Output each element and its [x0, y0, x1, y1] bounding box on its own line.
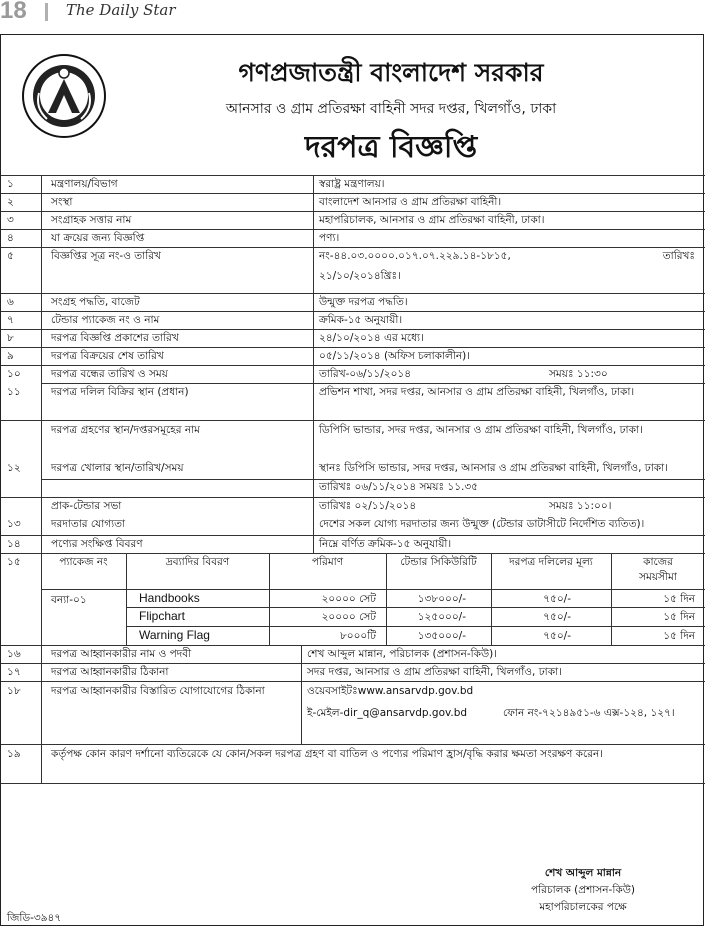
- row-number: ১২: [7, 462, 21, 474]
- row-value: তারিখ-০৬/১১/২০১৪: [319, 368, 412, 380]
- row-value: পণ্য।: [319, 232, 340, 244]
- col-header-timeframe: কাজের সময়সীমা: [639, 556, 677, 583]
- row-number: ২: [7, 196, 14, 208]
- row-number: ১৬: [7, 648, 21, 660]
- row-number: ১৫: [7, 556, 21, 568]
- row-label: সংগ্রাহক সত্তার নাম: [51, 214, 132, 226]
- row-label: প্রাক-টেন্ডার সভা: [51, 500, 122, 512]
- notice-title: দরপত্র বিজ্ঞপ্তি: [304, 130, 478, 165]
- row-value: ডিপিসি ভান্ডার, সদর দপ্তর, আনসার ও গ্রাম প্রতিরক্ষা বাহিনী, খিলগাঁও, ঢাকা।: [319, 424, 643, 436]
- row-value: শেখ আব্দুল মান্নান, পরিচালক (প্রশাসন-কিউ)।: [307, 648, 498, 660]
- row-value: প্রভিশন শাখা, সদর দপ্তর, আনসার ও গ্রাম প্রতিরক্ষা বাহিনী, খিলগাঁও, ঢাকা।: [319, 386, 635, 398]
- row-value: ০৫/১১/২০১৪ (অফিস চলাকালীন)।: [319, 350, 470, 362]
- col-header-doc-price: দরপত্র দলিলের মূল্য: [509, 556, 593, 568]
- item-quantity: ৮০০০টি: [339, 630, 376, 642]
- tender-notice-ad: [0, 34, 704, 926]
- row-value-date: ২১/১০/২০১৪খ্রিঃ।: [319, 270, 401, 282]
- signatory-title: পরিচালক (প্রশাসন-কিউ): [531, 884, 635, 896]
- row-value: তারিখঃ ০২/১১/২০১৪: [319, 500, 417, 512]
- government-heading: গণপ্রজাতন্ত্রী বাংলাদেশ সরকার: [238, 58, 544, 87]
- page-number: 18: [0, 0, 27, 24]
- row-value: নিম্নে বর্ণিত ক্রমিক-১৫ অনুযায়ী।: [319, 538, 452, 550]
- row-number: ৫: [7, 250, 14, 262]
- col-header-description: দ্রব্যাদির বিবরণ: [165, 556, 230, 568]
- row-label: পণ্যের সংক্ষিপ্ত বিবরণ: [51, 538, 143, 550]
- signature-block: [463, 865, 703, 916]
- row-number: ১: [7, 178, 14, 190]
- row-value-date-label: তারিখঃ: [662, 250, 695, 262]
- row-value: সদর দপ্তর, আনসার ও গ্রাম প্রতিরক্ষা বাহিনী, খিলগাঁও, ঢাকা।: [307, 666, 562, 678]
- row-number: ৪: [7, 232, 14, 244]
- item-quantity: ২০০০০ সেট: [321, 593, 376, 605]
- row-label: দরপত্র গ্রহণের স্থান/দপ্তরসমূহের নাম: [51, 424, 201, 436]
- item-timeframe: ১৫ দিন: [663, 630, 695, 642]
- row-label: দরপত্র খোলার স্থান/তারিখ/সময়: [51, 462, 184, 474]
- row-value-qualification: দেশের সকল যোগ্য দরদাতার জন্য উন্মুক্ত (টেন্ডার ডাটাসীটে নির্দেশিত ব্যতিত)।: [319, 518, 645, 530]
- row-value: বাংলাদেশ আনসার ও গ্রাম প্রতিরক্ষা বাহিনী।: [319, 196, 502, 208]
- row-value: মহাপরিচালক, আনসার ও গ্রাম প্রতিরক্ষা বাহিনী, ঢাকা।: [319, 214, 545, 226]
- row-value: স্বরাষ্ট্র মন্ত্রণালয়।: [319, 178, 385, 190]
- row-label: দরপত্র আহ্বানকারীর ঠিকানা: [51, 666, 169, 678]
- row-label: সংগ্রহ পদ্ধতি, বাজেট: [51, 296, 140, 308]
- ansar-vdp-emblem-icon: [21, 53, 107, 139]
- item-name: Handbooks: [139, 591, 200, 605]
- row-value-datetime: তারিখঃ ০৬/১১/২০১৪ সময়ঃ ১১.৩৫: [319, 481, 479, 493]
- tender-table: [1, 175, 705, 848]
- col-header-package-no: প্যাকেজ নং: [59, 556, 108, 568]
- row-label: দরপত্র আহ্বানকারীর বিস্তারিত যোগাযোগের ঠিকানা: [51, 685, 265, 697]
- email-link[interactable]: ই-মেইল-dir_q@ansarvdp.gov.bd: [307, 707, 468, 719]
- item-security: ১৩৮০০০/-: [417, 593, 466, 605]
- item-timeframe: ১৫ দিন: [663, 611, 695, 623]
- website-link[interactable]: ওয়েবসাইটঃwww.ansarvdp.gov.bd: [307, 685, 474, 697]
- department-heading: আনসার ও গ্রাম প্রতিরক্ষা বাহিনী সদর দপ্তর, খিলগাঁও, ঢাকা: [225, 101, 557, 117]
- row-value: উন্মুক্ত দরপত্র পদ্ধতি।: [319, 296, 408, 308]
- item-security: ১২৫০০০/-: [417, 611, 466, 623]
- row-label: দরদাতার যোগ্যতা: [51, 518, 126, 530]
- row-label: যা ক্রয়ের জন্য বিজ্ঞপ্তি: [51, 232, 145, 244]
- row-number: ১৪: [7, 538, 21, 550]
- item-quantity: ২০০০০ সেট: [321, 611, 376, 623]
- gd-number: জিডি-৩৯৪৭: [7, 912, 62, 924]
- row-number: ১৯: [7, 748, 21, 760]
- col-header-security: টেন্ডার সিকিউরিটি: [400, 556, 477, 568]
- row-number: ৩: [7, 214, 14, 226]
- signatory-name: শেখ আব্দুল মান্নান: [544, 867, 622, 879]
- row-number: ১০: [7, 368, 21, 380]
- row-label: দরপত্র বিক্রয়ের শেষ তারিখ: [51, 350, 164, 362]
- row-value-time: সময়ঃ ১১:০০।: [549, 500, 612, 512]
- newspaper-name: The Daily Star: [66, 1, 176, 19]
- row-value: ক্রমিক-১৫ অনুযায়ী।: [319, 314, 403, 326]
- row-value: ২৪/১০/২০১৪ এর মধ্যে।: [319, 332, 424, 344]
- phone-number: ফোন নং-৭২১৪৯৫১-৬ এক্স-১২৪, ১২৭।: [503, 707, 675, 719]
- row-number: ১৩: [7, 518, 21, 530]
- row-label: মন্ত্রণালয়/বিভাগ: [51, 178, 118, 190]
- row-label: টেন্ডার প্যাকেজ নং ও নাম: [51, 314, 160, 326]
- item-security: ১৩৫০০০/-: [417, 630, 466, 642]
- col-header-quantity: পরিমাণ: [311, 556, 344, 568]
- row-number: ১৭: [7, 666, 21, 678]
- row-number: ৮: [7, 332, 14, 344]
- row-value: নং-৪৪.০৩.০০০০.০১৭.০৭.২২৯.১৪-১৮১৫,: [319, 250, 511, 262]
- row-number: ১৮: [7, 685, 21, 697]
- signatory-on-behalf: মহাপরিচালকের পক্ষে: [539, 901, 627, 913]
- row-number: ১১: [7, 386, 21, 398]
- item-name: Warning Flag: [139, 628, 210, 642]
- item-doc-price: ৭৫০/-: [543, 611, 571, 623]
- item-doc-price: ৭৫০/-: [543, 630, 571, 642]
- row-number: ৬: [7, 296, 14, 308]
- newspaper-masthead: [0, 0, 707, 26]
- row-number: ৯: [7, 350, 14, 362]
- row-label: দরপত্র দলিল বিক্রির স্থান (প্রধান): [51, 386, 189, 398]
- row-label: দরপত্র আহ্বানকারীর নাম ও পদবী: [51, 648, 192, 660]
- item-name: Flipchart: [139, 609, 186, 623]
- row-label: দরপত্র বিজ্ঞপ্তি প্রকাশের তারিখ: [51, 332, 179, 344]
- item-timeframe: ১৫ দিন: [663, 593, 695, 605]
- row-label: দরপত্র বন্ধের তারিখ ও সময়: [51, 368, 168, 380]
- row-value-time: সময়ঃ ১১:৩০: [549, 368, 608, 380]
- row-number: ৭: [7, 314, 14, 326]
- masthead-divider: [45, 3, 48, 21]
- row-label: সংস্থা: [51, 196, 73, 208]
- item-doc-price: ৭৫০/-: [543, 593, 571, 605]
- authority-note: কর্তৃপক্ষ কোন কারণ দর্শানো ব্যতিরেকে যে কোন/সকল দরপত্র গ্রহণ বা বাতিল ও পণ্যের পরিমাণ হ্রাস/বৃদ্ধি করার ক্ষমতা সংরক্ষণ করেন।: [51, 748, 604, 760]
- package-number: বন্যা-০১: [51, 594, 87, 606]
- row-label: বিজ্ঞপ্তির সূত্র নং-ও তারিখ: [51, 250, 161, 262]
- row-value: স্থানঃ ডিপিসি ভান্ডার, সদর দপ্তর, আনসার ও গ্রাম প্রতিরক্ষা বাহিনী, খিলগাঁও, ঢাকা।: [319, 462, 668, 474]
